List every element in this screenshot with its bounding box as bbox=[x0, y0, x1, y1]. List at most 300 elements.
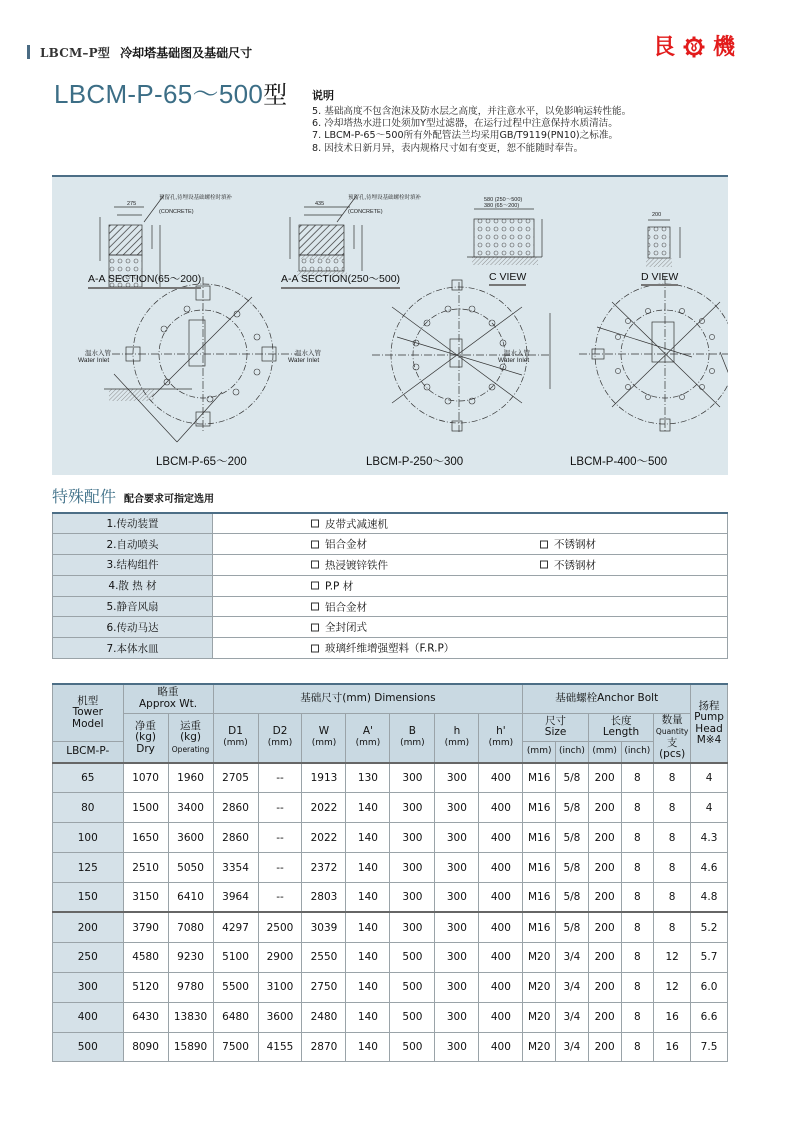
spec-cell: 8 bbox=[654, 763, 691, 793]
spec-cell: 300 bbox=[390, 853, 435, 883]
spec-cell: 400 bbox=[479, 883, 523, 913]
spec-cell-model: 300 bbox=[53, 972, 124, 1002]
spec-row bbox=[53, 972, 728, 1002]
spec-cell: 5500 bbox=[213, 972, 258, 1002]
header-text: 尺寸 bbox=[545, 714, 567, 727]
spec-cell: 6430 bbox=[123, 1002, 168, 1032]
spec-cell: 7.5 bbox=[691, 1032, 728, 1062]
spec-cell: 3039 bbox=[302, 912, 346, 942]
spec-cell: 300 bbox=[435, 1032, 479, 1062]
spec-cell: 4 bbox=[691, 793, 728, 823]
section-note-en: (CONCRETE) bbox=[159, 209, 194, 215]
col-header-d1 bbox=[213, 713, 258, 763]
header-text: Tower bbox=[72, 706, 103, 718]
spec-cell: 9230 bbox=[168, 942, 213, 972]
col-header-model bbox=[53, 684, 124, 741]
spec-cell: 140 bbox=[346, 793, 390, 823]
accessories-table bbox=[52, 512, 728, 659]
accessory-options bbox=[213, 617, 728, 638]
spec-cell: 8 bbox=[621, 912, 654, 942]
spec-cell-model: 80 bbox=[53, 793, 124, 823]
spec-row bbox=[53, 942, 728, 972]
spec-cell: 200 bbox=[588, 763, 621, 793]
header-text: Pump bbox=[694, 711, 724, 723]
spec-cell: 500 bbox=[390, 942, 435, 972]
note-line: 7. LBCM-P-65～500所有外配管法兰均采用GB/T9119(PN10)之标准。 bbox=[312, 130, 619, 142]
accessory-option-label: 玻璃纤维增强塑料（F.R.P） bbox=[325, 642, 455, 655]
header-text: 净重 bbox=[135, 719, 157, 732]
accessory-option-checkbox[interactable] bbox=[311, 578, 353, 593]
header-text: 长度 bbox=[610, 714, 632, 727]
spec-cell: 300 bbox=[435, 942, 479, 972]
header-text: (kg) bbox=[180, 731, 202, 743]
spec-cell: 5/8 bbox=[556, 793, 589, 823]
spec-cell: 8 bbox=[621, 942, 654, 972]
spec-cell: M20 bbox=[523, 1002, 556, 1032]
spec-cell: 15890 bbox=[168, 1032, 213, 1062]
spec-cell: M20 bbox=[523, 1032, 556, 1062]
header-unit: (mm) bbox=[223, 737, 248, 748]
brand-logo bbox=[653, 36, 735, 58]
logo-left-char: 艮 bbox=[653, 34, 676, 60]
header-text: h' bbox=[496, 725, 506, 738]
accessory-option-checkbox[interactable] bbox=[311, 537, 367, 552]
header-text: W bbox=[318, 725, 330, 738]
header-text: Operating bbox=[171, 744, 210, 754]
col-header-size-mm: (mm) bbox=[523, 741, 556, 763]
spec-cell: M16 bbox=[523, 883, 556, 913]
accessory-row bbox=[53, 638, 728, 659]
spec-cell: 2022 bbox=[302, 823, 346, 853]
spec-cell: 500 bbox=[390, 972, 435, 1002]
spec-cell: 4.6 bbox=[691, 853, 728, 883]
inlet-label-cn: 温水入管 bbox=[295, 350, 321, 357]
col-header-b bbox=[390, 713, 435, 763]
notes-block bbox=[312, 87, 732, 155]
spec-cell: 400 bbox=[479, 1002, 523, 1032]
spec-cell: 12 bbox=[654, 972, 691, 1002]
spec-cell: 6410 bbox=[168, 883, 213, 913]
header-text: Quantity bbox=[655, 727, 689, 737]
spec-cell: 16 bbox=[654, 1032, 691, 1062]
spec-cell: 8 bbox=[654, 793, 691, 823]
spec-cell: 300 bbox=[390, 883, 435, 913]
accessory-option-label: 不锈钢材 bbox=[554, 559, 596, 572]
header-text: 支(pcs) bbox=[659, 736, 686, 761]
spec-cell: 130 bbox=[346, 763, 390, 793]
inlet-label-en: Water Inlet bbox=[288, 357, 320, 364]
accessory-options bbox=[213, 534, 728, 555]
accessory-options bbox=[213, 575, 728, 596]
spec-row bbox=[53, 883, 728, 913]
spec-cell: 3400 bbox=[168, 793, 213, 823]
accessory-option-label: 铝合金材 bbox=[325, 538, 367, 551]
spec-cell: 200 bbox=[588, 793, 621, 823]
spec-cell: 9780 bbox=[168, 972, 213, 1002]
spec-cell-model: 100 bbox=[53, 823, 124, 853]
header-text: Approx Wt. bbox=[139, 697, 198, 710]
spec-cell: 300 bbox=[390, 912, 435, 942]
checkbox-icon[interactable] bbox=[311, 644, 319, 652]
spec-cell: 2705 bbox=[213, 763, 258, 793]
accessory-row bbox=[53, 575, 728, 596]
accessory-label: 5.静音风扇 bbox=[53, 596, 213, 617]
header-text: M※4 bbox=[696, 734, 722, 746]
spec-cell: 2500 bbox=[258, 912, 302, 942]
accessory-option-checkbox[interactable] bbox=[311, 620, 367, 635]
header-text: (kg) bbox=[135, 731, 157, 743]
spec-cell: 5050 bbox=[168, 853, 213, 883]
spec-cell: 4.3 bbox=[691, 823, 728, 853]
c-view-dim1: 580 (250～500) bbox=[484, 197, 523, 203]
spec-cell: -- bbox=[258, 823, 302, 853]
inlet-label-cn: 温水入管 bbox=[504, 350, 530, 357]
spec-cell: 2860 bbox=[213, 823, 258, 853]
spec-cell: 2870 bbox=[302, 1032, 346, 1062]
spec-cell: M16 bbox=[523, 823, 556, 853]
accessory-row bbox=[53, 617, 728, 638]
col-header-length-inch: (inch) bbox=[621, 741, 654, 763]
col-header-dimensions: 基础尺寸(mm) Dimensions bbox=[213, 684, 523, 713]
plan-caption: LBCM-P-250～300 bbox=[366, 456, 464, 468]
accessory-option-checkbox[interactable] bbox=[311, 599, 367, 614]
accessory-option-checkbox[interactable] bbox=[311, 557, 388, 572]
accessory-options bbox=[213, 638, 728, 659]
spec-cell: 8 bbox=[621, 793, 654, 823]
col-header-length bbox=[588, 713, 653, 741]
spec-cell: M16 bbox=[523, 763, 556, 793]
spec-row bbox=[53, 853, 728, 883]
spec-cell: 2750 bbox=[302, 972, 346, 1002]
c-view-caption: C VIEW bbox=[489, 271, 526, 286]
spec-cell: 2480 bbox=[302, 1002, 346, 1032]
spec-cell: 200 bbox=[588, 853, 621, 883]
spec-row bbox=[53, 823, 728, 853]
spec-cell: 4580 bbox=[123, 942, 168, 972]
spec-cell: 5100 bbox=[213, 942, 258, 972]
foundation-drawing bbox=[52, 177, 728, 477]
spec-cell: 2372 bbox=[302, 853, 346, 883]
spec-cell: 8 bbox=[621, 883, 654, 913]
spec-cell: 8 bbox=[654, 853, 691, 883]
checkbox-icon[interactable] bbox=[540, 540, 548, 548]
spec-table bbox=[52, 683, 728, 1062]
accessory-label: 7.本体水皿 bbox=[53, 638, 213, 659]
spec-cell: 2550 bbox=[302, 942, 346, 972]
spec-cell: 200 bbox=[588, 1002, 621, 1032]
spec-cell: 12 bbox=[654, 942, 691, 972]
spec-cell: 13830 bbox=[168, 1002, 213, 1032]
accessories-subtitle: 配合要求可指定选用 bbox=[124, 494, 215, 505]
section-dim-inner: 275 bbox=[127, 201, 137, 207]
spec-cell: M20 bbox=[523, 942, 556, 972]
spec-cell: 2860 bbox=[213, 793, 258, 823]
section-caption: A-A SECTION(65～200) bbox=[88, 271, 201, 289]
spec-cell: 1500 bbox=[123, 793, 168, 823]
note-line: 8. 因技术日新月异，表内规格尺寸如有变更，恕不能随时奉告。 bbox=[312, 142, 584, 154]
spec-cell: 300 bbox=[390, 763, 435, 793]
foundation-drawing-panel bbox=[52, 175, 728, 475]
spec-cell: 3/4 bbox=[556, 972, 589, 1002]
spec-cell: 7080 bbox=[168, 912, 213, 942]
col-header-length-mm: (mm) bbox=[588, 741, 621, 763]
spec-row bbox=[53, 1032, 728, 1062]
accessory-row bbox=[53, 534, 728, 555]
accessory-row bbox=[53, 555, 728, 576]
col-header-a bbox=[346, 713, 390, 763]
header-text: Head bbox=[695, 722, 723, 735]
spec-cell: 5/8 bbox=[556, 823, 589, 853]
spec-cell: 8 bbox=[621, 853, 654, 883]
spec-cell: 3600 bbox=[258, 1002, 302, 1032]
spec-cell: 500 bbox=[390, 1032, 435, 1062]
spec-cell: 8 bbox=[621, 763, 654, 793]
spec-cell: 140 bbox=[346, 853, 390, 883]
checkbox-icon[interactable] bbox=[311, 540, 319, 548]
page-title-text: LBCM-P-65～500 bbox=[54, 79, 264, 109]
spec-cell: 140 bbox=[346, 823, 390, 853]
accessory-option-checkbox[interactable] bbox=[540, 537, 596, 552]
notes-heading: 说明 bbox=[312, 89, 334, 102]
note-line: 6. 冷却塔热水进口处须加Y型过滤器，在运行过程中注意保持水质清洁。 bbox=[312, 118, 618, 130]
spec-cell: 300 bbox=[435, 853, 479, 883]
spec-cell: 140 bbox=[346, 883, 390, 913]
section-note-en: (CONCRETE) bbox=[348, 209, 383, 215]
spec-cell: 500 bbox=[390, 1002, 435, 1032]
spec-cell: 2022 bbox=[302, 793, 346, 823]
note-line: 5. 基础高度不包含泡沫及防水层之高度，并注意水平，以免影响运转性能。 bbox=[312, 106, 632, 117]
accessories-heading bbox=[52, 484, 214, 507]
spec-cell: 200 bbox=[588, 972, 621, 1002]
spec-cell: M20 bbox=[523, 972, 556, 1002]
spec-cell: 8 bbox=[621, 1002, 654, 1032]
spec-cell: 3/4 bbox=[556, 1002, 589, 1032]
spec-cell: 5/8 bbox=[556, 853, 589, 883]
spec-cell: 400 bbox=[479, 942, 523, 972]
section-65-200-figure bbox=[100, 195, 192, 401]
section-note-cn: 预留孔,待埋设基础螺栓时填补 bbox=[348, 195, 422, 201]
checkbox-icon[interactable] bbox=[311, 603, 319, 611]
spec-cell: 400 bbox=[479, 1032, 523, 1062]
spec-cell: 4297 bbox=[213, 912, 258, 942]
header-text: D2 bbox=[272, 725, 288, 738]
spec-cell: -- bbox=[258, 853, 302, 883]
spec-cell: 3150 bbox=[123, 883, 168, 913]
spec-cell: 140 bbox=[346, 912, 390, 942]
checkbox-icon[interactable] bbox=[311, 582, 319, 590]
spec-cell: 140 bbox=[346, 972, 390, 1002]
spec-cell: 300 bbox=[435, 972, 479, 1002]
header-text: Model bbox=[72, 717, 104, 730]
spec-cell: -- bbox=[258, 883, 302, 913]
col-header-model-prefix: LBCM-P- bbox=[53, 741, 124, 763]
spec-cell-model: 150 bbox=[53, 883, 124, 913]
d-view-dim: 200 bbox=[652, 212, 662, 218]
spec-cell: 5/8 bbox=[556, 763, 589, 793]
inlet-label-cn: 温水入管 bbox=[85, 350, 111, 357]
col-header-w bbox=[302, 713, 346, 763]
spec-cell: 5120 bbox=[123, 972, 168, 1002]
spec-cell: 3964 bbox=[213, 883, 258, 913]
spec-cell: 1070 bbox=[123, 763, 168, 793]
spec-cell: 400 bbox=[479, 972, 523, 1002]
spec-cell: 3100 bbox=[258, 972, 302, 1002]
header-text: h bbox=[453, 725, 461, 738]
spec-cell: 300 bbox=[435, 793, 479, 823]
spec-cell: 5.2 bbox=[691, 912, 728, 942]
accessory-label: 2.自动喷头 bbox=[53, 534, 213, 555]
spec-cell: 5.7 bbox=[691, 942, 728, 972]
spec-cell: 200 bbox=[588, 912, 621, 942]
spec-cell: 300 bbox=[435, 823, 479, 853]
spec-cell: 8 bbox=[654, 823, 691, 853]
spec-cell: 1913 bbox=[302, 763, 346, 793]
col-header-operating bbox=[168, 713, 213, 763]
accessory-options bbox=[213, 555, 728, 576]
col-header-pump-head bbox=[691, 684, 728, 763]
header-unit: (mm) bbox=[267, 737, 293, 748]
spec-cell: 1960 bbox=[168, 763, 213, 793]
spec-row bbox=[53, 793, 728, 823]
spec-cell: 4.8 bbox=[691, 883, 728, 913]
checkbox-icon[interactable] bbox=[540, 561, 548, 569]
accessory-option-label: 不锈钢材 bbox=[554, 538, 596, 551]
spec-cell: 2803 bbox=[302, 883, 346, 913]
accessory-row bbox=[53, 513, 728, 534]
accessory-option-label: 铝合金材 bbox=[325, 601, 367, 614]
header-unit: (mm) bbox=[355, 737, 381, 748]
spec-cell: 8090 bbox=[123, 1032, 168, 1062]
col-header-h bbox=[435, 713, 479, 763]
spec-cell: 200 bbox=[588, 942, 621, 972]
spec-row bbox=[53, 912, 728, 942]
spec-cell: 400 bbox=[479, 912, 523, 942]
col-header-d2 bbox=[258, 713, 302, 763]
accessory-label: 6.传动马达 bbox=[53, 617, 213, 638]
d-view-caption: D VIEW bbox=[641, 271, 678, 286]
accessory-option-checkbox[interactable] bbox=[540, 557, 596, 572]
spec-cell: 6.6 bbox=[691, 1002, 728, 1032]
inlet-label-en: Water Inlet bbox=[498, 357, 530, 364]
accessory-label: 1.传动装置 bbox=[53, 513, 213, 534]
header-text: 运重 bbox=[180, 719, 202, 732]
gear-logo-icon bbox=[683, 36, 705, 58]
col-header-size bbox=[523, 713, 588, 741]
col-header-h-prime bbox=[479, 713, 523, 763]
header-text: 略重 bbox=[157, 686, 179, 699]
spec-cell: 400 bbox=[479, 763, 523, 793]
header-text: B bbox=[408, 725, 417, 738]
accessory-label: 3.结构组件 bbox=[53, 555, 213, 576]
spec-cell: 300 bbox=[435, 1002, 479, 1032]
accessory-option-label: 热浸镀锌铁件 bbox=[325, 559, 388, 572]
header-unit: (mm) bbox=[311, 737, 337, 748]
spec-cell: 4155 bbox=[258, 1032, 302, 1062]
header-unit: (mm) bbox=[400, 737, 425, 748]
spec-cell: 8 bbox=[654, 883, 691, 913]
spec-cell: 300 bbox=[390, 823, 435, 853]
checkbox-icon[interactable] bbox=[311, 561, 319, 569]
spec-row bbox=[53, 1002, 728, 1032]
header-text: Dry bbox=[136, 742, 155, 755]
header-text: A' bbox=[362, 725, 373, 738]
header-text: Size bbox=[544, 726, 567, 738]
spec-cell: 3790 bbox=[123, 912, 168, 942]
accessory-option-label: 皮带式减速机 bbox=[325, 518, 388, 531]
spec-cell: 400 bbox=[479, 793, 523, 823]
accessory-option-checkbox[interactable] bbox=[311, 641, 454, 656]
header-text: Length bbox=[602, 726, 640, 738]
spec-cell: 3600 bbox=[168, 823, 213, 853]
spec-cell-model: 500 bbox=[53, 1032, 124, 1062]
spec-cell-model: 400 bbox=[53, 1002, 124, 1032]
logo-right-char: 機 bbox=[713, 34, 736, 60]
accessory-options bbox=[213, 596, 728, 617]
section-dim-inner: 435 bbox=[315, 201, 325, 207]
spec-cell: 400 bbox=[479, 823, 523, 853]
c-view-figure bbox=[467, 209, 542, 265]
spec-cell: 3354 bbox=[213, 853, 258, 883]
spec-cell: 300 bbox=[390, 793, 435, 823]
spec-cell: 3/4 bbox=[556, 942, 589, 972]
spec-cell: 200 bbox=[588, 883, 621, 913]
spec-cell: 140 bbox=[346, 1032, 390, 1062]
spec-cell: 6.0 bbox=[691, 972, 728, 1002]
inlet-label-en: Water Inlet bbox=[78, 357, 110, 364]
spec-cell-model: 125 bbox=[53, 853, 124, 883]
header-model-label: LBCM–P型 bbox=[40, 45, 111, 60]
spec-cell: 16 bbox=[654, 1002, 691, 1032]
checkbox-icon[interactable] bbox=[311, 623, 319, 631]
page-header bbox=[27, 44, 252, 60]
checkbox-icon[interactable] bbox=[311, 520, 319, 528]
plan-caption: LBCM-P-65～200 bbox=[156, 456, 247, 468]
spec-cell: M16 bbox=[523, 853, 556, 883]
section-caption: A-A SECTION(250～500) bbox=[281, 271, 400, 289]
spec-cell-model: 200 bbox=[53, 912, 124, 942]
accessory-options bbox=[213, 513, 728, 534]
header-text: D1 bbox=[228, 725, 243, 738]
spec-cell: 8 bbox=[621, 972, 654, 1002]
header-text: 数量 bbox=[661, 713, 683, 726]
col-header-size-inch: (inch) bbox=[556, 741, 589, 763]
spec-cell: M16 bbox=[523, 912, 556, 942]
c-view-dim2: 380 (65～200) bbox=[484, 203, 520, 209]
header-title: 冷却塔基础图及基础尺寸 bbox=[120, 45, 253, 60]
spec-cell: -- bbox=[258, 763, 302, 793]
spec-cell: 8 bbox=[654, 912, 691, 942]
header-accent-bar bbox=[27, 45, 30, 59]
col-header-dry bbox=[123, 713, 168, 763]
header-unit: (mm) bbox=[488, 737, 514, 748]
accessory-option-checkbox[interactable] bbox=[311, 516, 388, 531]
spec-cell: 140 bbox=[346, 942, 390, 972]
spec-cell: -- bbox=[258, 793, 302, 823]
spec-cell: 200 bbox=[588, 823, 621, 853]
accessory-option-label: P.P 材 bbox=[325, 580, 354, 593]
spec-cell-model: 250 bbox=[53, 942, 124, 972]
header-text: 机型 bbox=[77, 694, 99, 707]
spec-cell: 1650 bbox=[123, 823, 168, 853]
spec-cell: 300 bbox=[435, 763, 479, 793]
spec-cell: 8 bbox=[621, 1032, 654, 1062]
header-text: 扬程 bbox=[698, 699, 720, 712]
spec-cell: 3/4 bbox=[556, 1032, 589, 1062]
accessories-title: 特殊配件 bbox=[52, 487, 117, 506]
spec-cell: 5/8 bbox=[556, 883, 589, 913]
accessory-option-label: 全封闭式 bbox=[325, 621, 367, 634]
spec-cell: 300 bbox=[435, 912, 479, 942]
